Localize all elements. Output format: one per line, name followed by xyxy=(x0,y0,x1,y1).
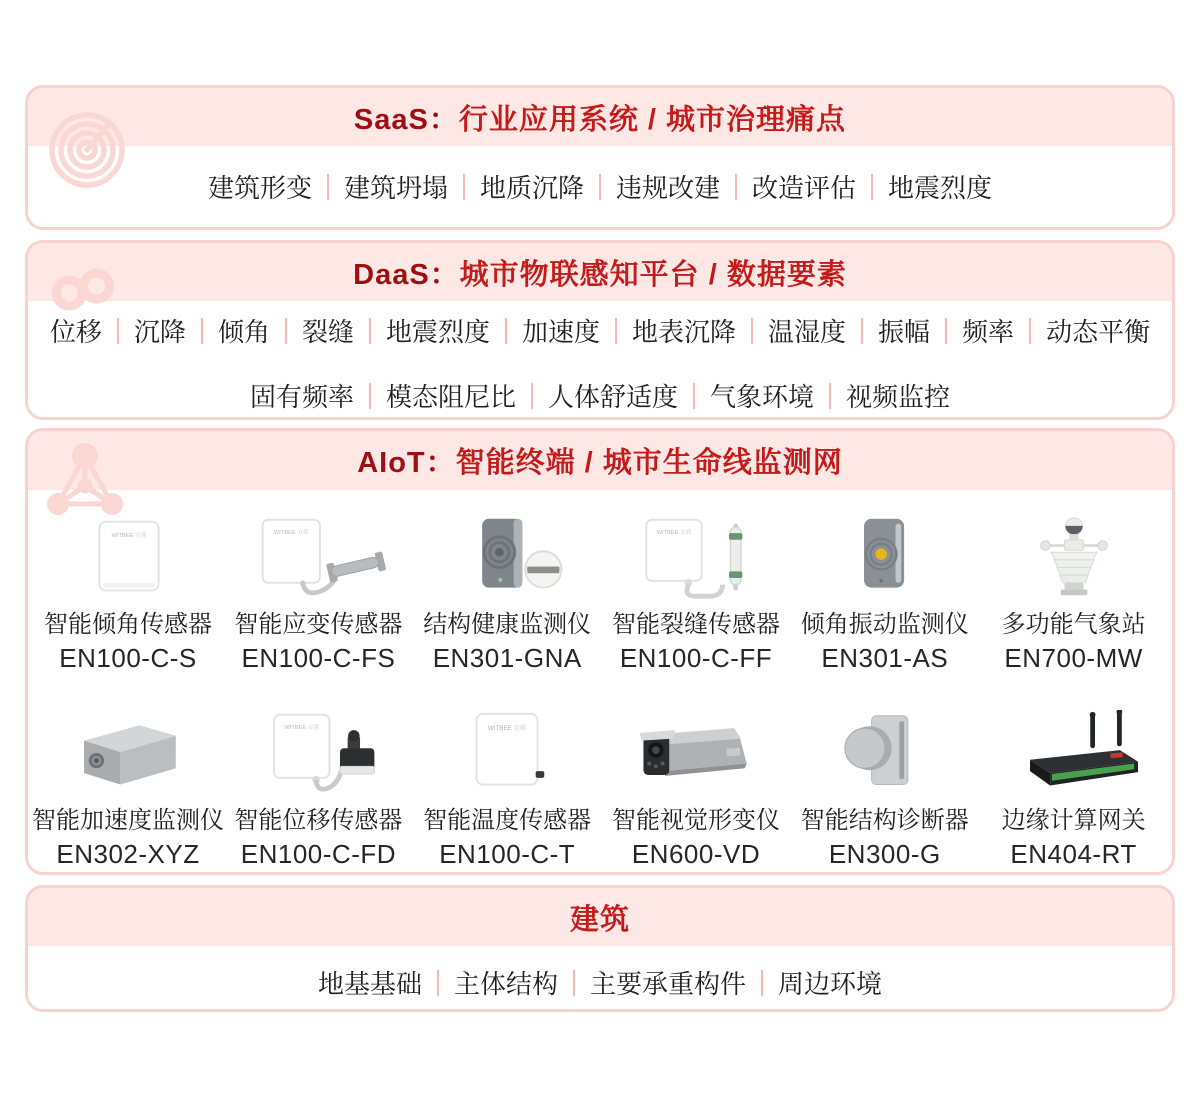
product-model: EN100-C-FD xyxy=(240,839,397,869)
product-model: EN404-RT xyxy=(1010,839,1137,869)
device-brand-label: WITBEE 万宾 xyxy=(274,530,310,537)
device-brand-label: WITBEE 万宾 xyxy=(488,725,527,733)
strain-sensor-image xyxy=(238,514,398,600)
saas-item: 建筑坍塌 xyxy=(344,168,448,205)
product-model: EN301-GNA xyxy=(432,643,582,673)
device-image xyxy=(48,710,208,796)
aiot-title: 智能终端 / 城市生命线监测网 xyxy=(455,447,843,479)
building-header xyxy=(28,888,1172,946)
aiot-header xyxy=(28,431,1172,490)
device-image xyxy=(805,514,965,600)
building-title: 建筑 xyxy=(569,903,630,936)
device-image xyxy=(616,514,776,600)
daas-item: 加速度 xyxy=(522,312,600,349)
product-name: 多功能气象站 xyxy=(1001,611,1146,638)
building-item: 地基基础 xyxy=(317,969,422,999)
daas-item: 人体舒适度 xyxy=(548,377,678,414)
daas-item: 裂缝 xyxy=(302,312,354,349)
product-model: EN302-XYZ xyxy=(56,839,200,869)
product-card xyxy=(602,710,791,870)
device-image xyxy=(48,514,208,600)
daas-item: 倾角 xyxy=(218,312,270,349)
daas-title: 城市物联感知平台 / 数据要素 xyxy=(459,258,847,291)
saas-item: 建筑形变 xyxy=(207,173,312,203)
device-brand-label: WITBEE 万宾 xyxy=(284,725,320,732)
product-name: 倾角振动监测仪 xyxy=(800,611,969,638)
product-model: EN300-G xyxy=(828,839,941,869)
product-name: 智能结构诊断器 xyxy=(800,807,969,834)
daas-title-prefix: DaaS： xyxy=(353,258,460,291)
device-image xyxy=(238,710,398,796)
product-card xyxy=(790,514,979,674)
product-card xyxy=(413,514,602,674)
product-name: 智能加速度监测仪 xyxy=(32,807,224,834)
product-card xyxy=(602,514,791,674)
device-image xyxy=(994,514,1154,600)
product-card xyxy=(32,710,224,870)
product-model: EN100-C-FF xyxy=(619,643,773,673)
daas-item: 动态平衡 xyxy=(1046,312,1150,349)
product-name: 边缘计算网关 xyxy=(1001,807,1146,834)
product-name: 智能应变传感器 xyxy=(234,611,403,638)
saas-header xyxy=(28,88,1172,146)
product-card xyxy=(790,710,979,870)
product-model: EN100-C-T xyxy=(439,839,576,869)
product-model: EN100-C-S xyxy=(59,643,197,673)
device-image xyxy=(805,710,965,796)
building-item: 主要承重构件 xyxy=(590,964,746,1001)
saas-item: 地质沉降 xyxy=(480,168,584,205)
aiot-panel xyxy=(25,428,1175,875)
aiot-product-grid xyxy=(28,514,1172,870)
crack-sensor-image xyxy=(616,514,776,600)
device-image xyxy=(994,710,1154,796)
device-image xyxy=(427,514,587,600)
saas-item: 地震烈度 xyxy=(888,168,992,205)
saas-item: 违规改建 xyxy=(616,168,720,205)
saas-title: 行业应用系统 / 城市治理痛点 xyxy=(458,103,847,136)
aiot-title-prefix: AIoT： xyxy=(357,447,456,479)
daas-item: 固有频率 xyxy=(249,382,354,412)
product-card xyxy=(979,514,1168,674)
structure-health-monitor-image xyxy=(427,514,587,600)
saas-item: 改造评估 xyxy=(752,168,856,205)
daas-items-row-1 xyxy=(28,312,1172,349)
product-name: 结构健康监测仪 xyxy=(423,611,592,638)
saas-title-prefix: SaaS： xyxy=(353,103,459,136)
product-name: 智能裂缝传感器 xyxy=(611,611,780,638)
building-item: 主体结构 xyxy=(454,964,558,1001)
daas-body xyxy=(28,301,1172,420)
product-name: 智能位移传感器 xyxy=(234,807,403,834)
vision-camera-image xyxy=(616,710,776,796)
product-card xyxy=(413,710,602,870)
product-card xyxy=(224,514,413,674)
product-name: 智能倾角传感器 xyxy=(44,611,212,638)
daas-item: 沉降 xyxy=(134,312,186,349)
temperature-sensor-image xyxy=(427,710,587,796)
daas-item: 地震烈度 xyxy=(386,312,490,349)
product-model: EN700-MW xyxy=(1004,643,1143,673)
daas-item: 频率 xyxy=(962,312,1014,349)
edge-gateway-image xyxy=(994,710,1154,796)
daas-panel xyxy=(25,240,1175,420)
daas-header xyxy=(28,243,1172,301)
product-model: EN600-VD xyxy=(631,839,761,869)
accelerometer-image xyxy=(48,710,208,796)
daas-item: 视频监控 xyxy=(846,377,950,414)
device-image xyxy=(427,710,587,796)
daas-item: 温湿度 xyxy=(768,312,846,349)
tilt-vibration-monitor-image xyxy=(805,514,965,600)
weather-station-image xyxy=(994,514,1154,600)
device-brand-label: WITBEE 万宾 xyxy=(111,532,147,539)
product-card xyxy=(224,710,413,870)
daas-item: 振幅 xyxy=(878,312,930,349)
device-image xyxy=(238,514,398,600)
product-name: 智能温度传感器 xyxy=(423,807,592,834)
product-card xyxy=(32,514,224,674)
daas-item: 地表沉降 xyxy=(632,312,736,349)
device-brand-label: WITBEE 万宾 xyxy=(656,530,692,537)
product-model: EN301-AS xyxy=(821,643,949,673)
product-name: 智能视觉形变仪 xyxy=(611,807,780,834)
daas-items-row-2 xyxy=(28,377,1172,414)
product-model: EN100-C-FS xyxy=(241,643,396,673)
daas-item: 气象环境 xyxy=(710,377,814,414)
saas-body xyxy=(28,146,1172,205)
building-panel xyxy=(25,885,1175,1012)
product-card xyxy=(979,710,1168,870)
building-body xyxy=(28,946,1172,1001)
device-image xyxy=(616,710,776,796)
tilt-sensor-image xyxy=(48,514,208,600)
building-items-row xyxy=(28,964,1172,1001)
building-item: 周边环境 xyxy=(778,964,882,1001)
saas-panel xyxy=(25,85,1175,230)
displacement-sensor-image xyxy=(238,710,398,796)
daas-item: 模态阻尼比 xyxy=(386,377,516,414)
daas-item: 位移 xyxy=(49,317,102,347)
structure-diagnoser-image xyxy=(805,710,965,796)
saas-items-row xyxy=(28,168,1172,205)
